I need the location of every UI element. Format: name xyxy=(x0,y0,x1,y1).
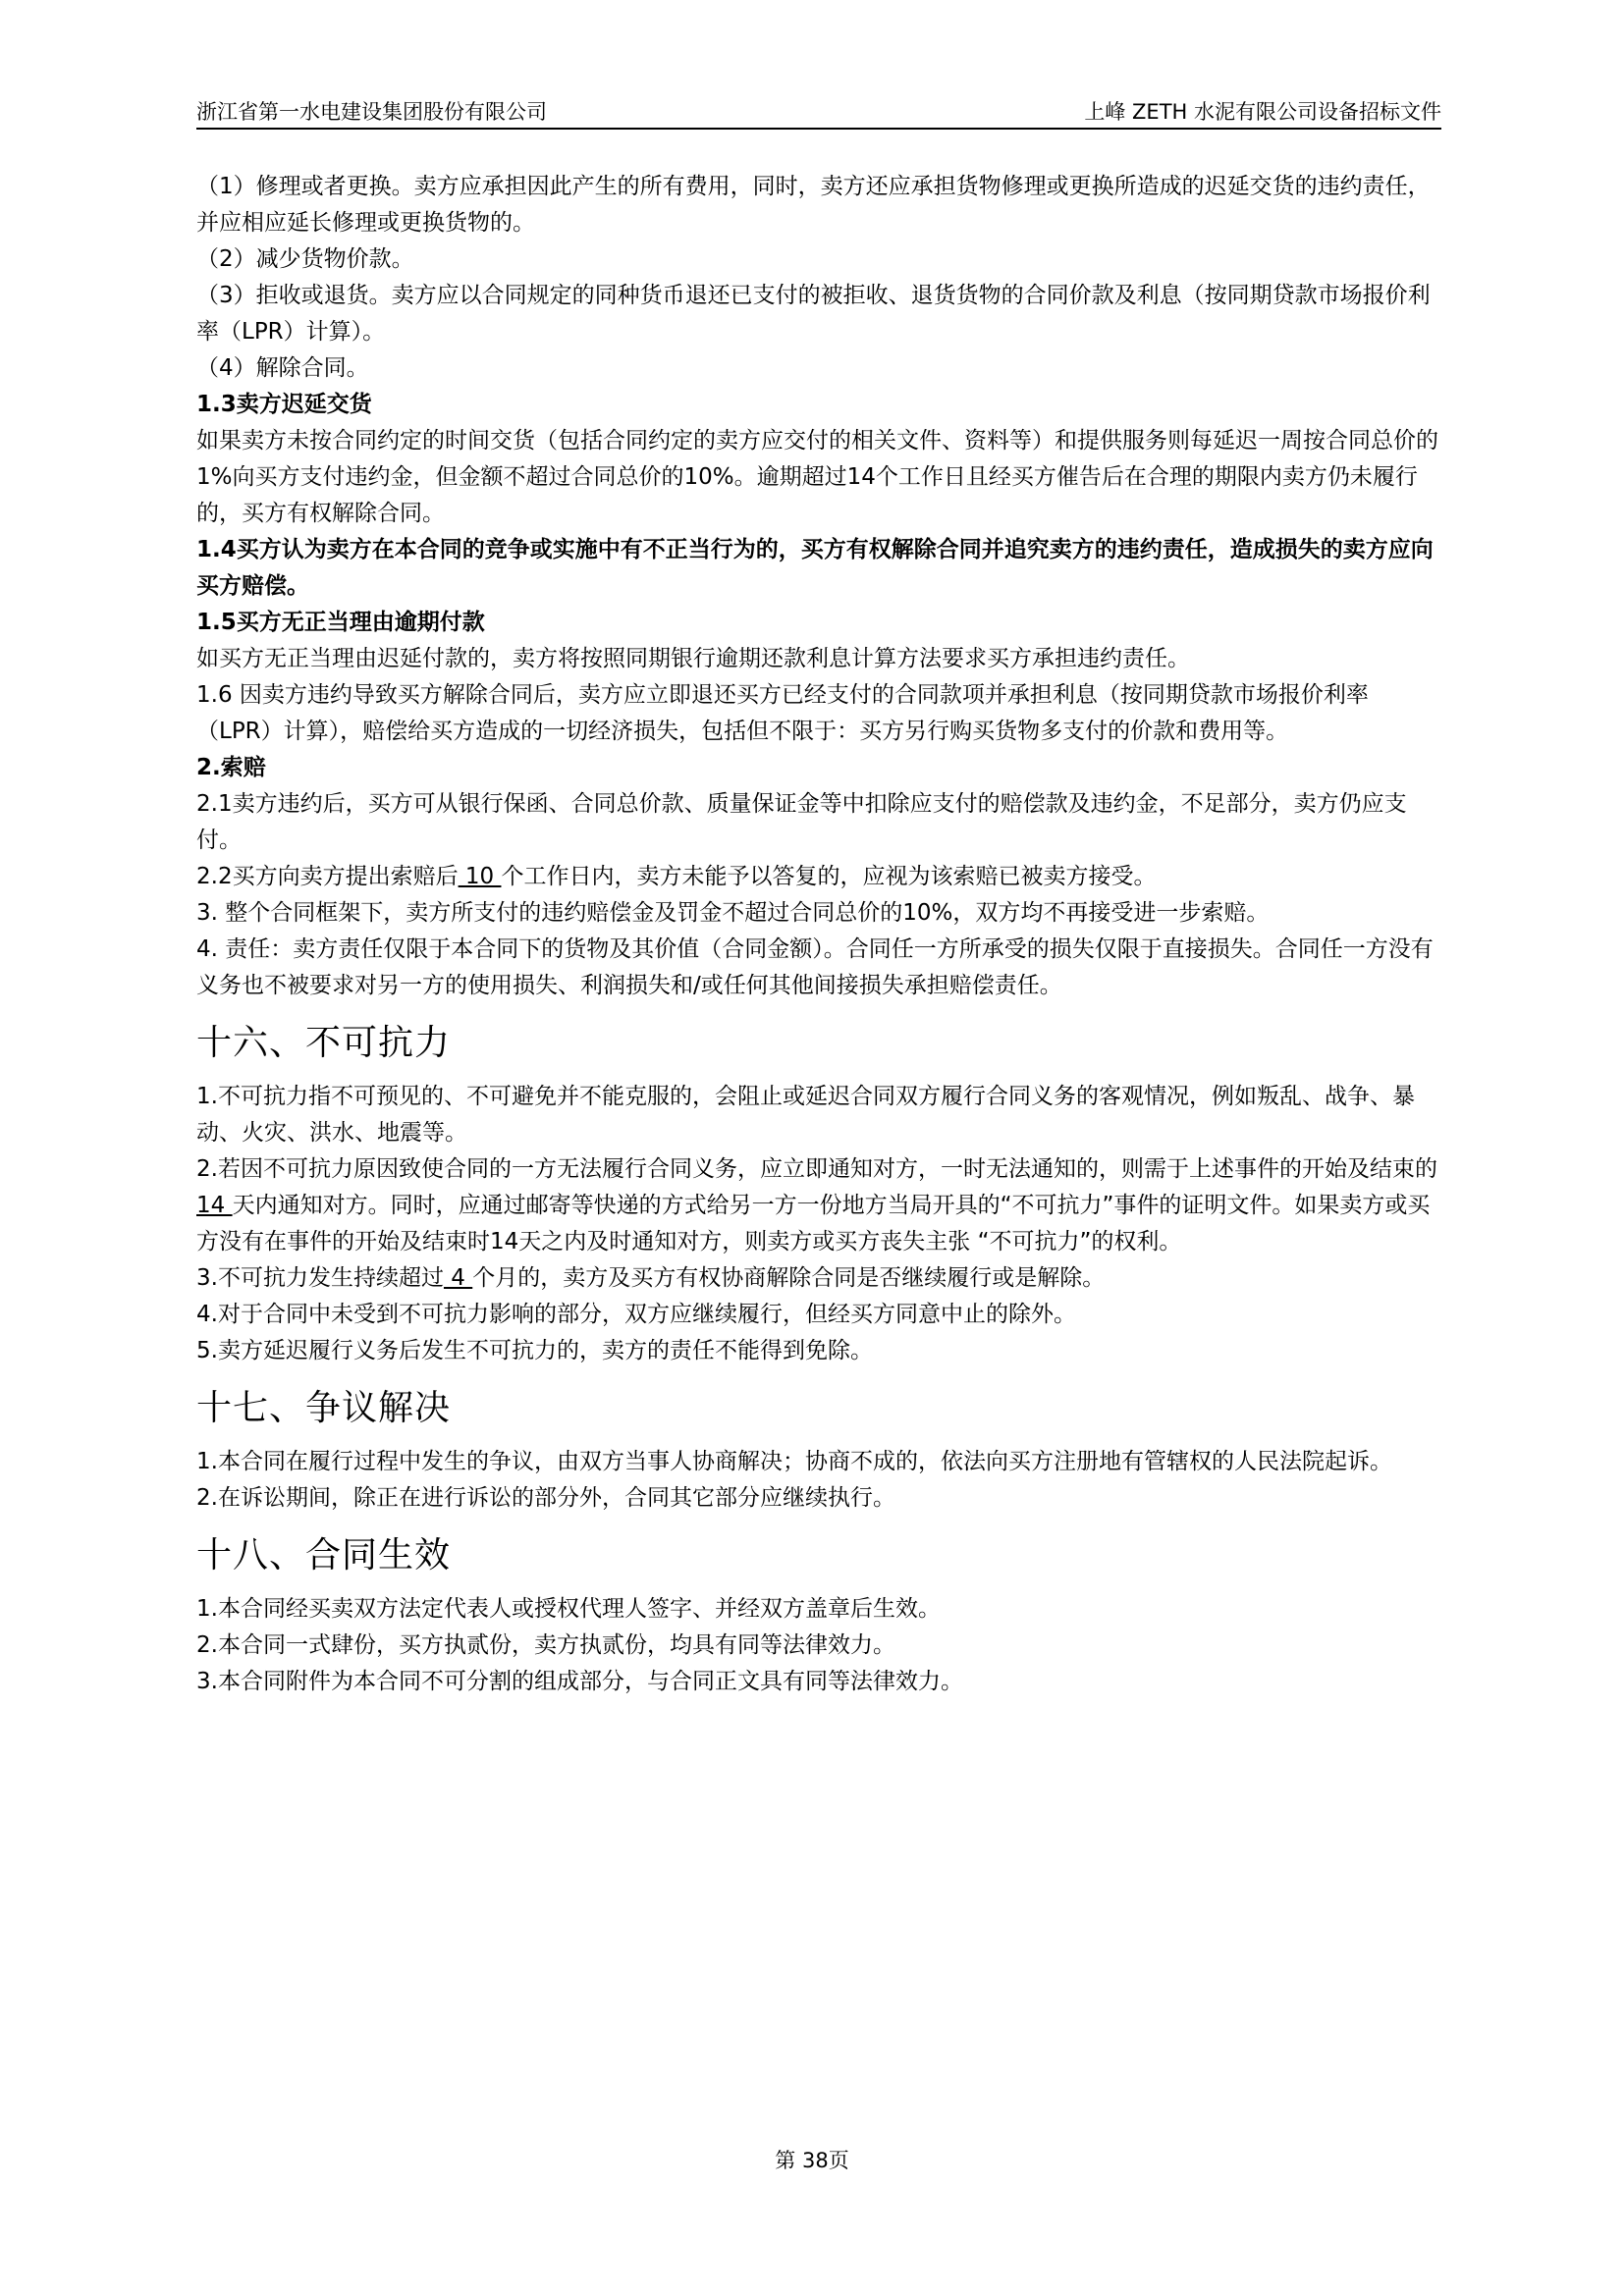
paragraph-buyer-overdue: 如买方无正当理由迟延付款的，卖方将按照同期银行逾期还款利息计算方法要求买方承担违约责任。 xyxy=(196,646,1190,671)
duration-months-value: 4 xyxy=(443,1265,473,1291)
text-segment: 2.2买方向卖方提出索赔后 xyxy=(196,864,459,889)
paragraph-fm-duration xyxy=(196,1260,1441,1297)
claim-days-value: 10 xyxy=(458,864,502,889)
paragraph-fm-delay: 5.卖方延迟履行义务后发生不可抗力的，卖方的责任不能得到免除。 xyxy=(196,1338,873,1363)
document-body xyxy=(196,169,1441,1700)
paragraph-reject-return: （3）拒收或退货。卖方应以合同规定的同种货币退还已支付的被拒收、退货货物的合同价款及利息（按同期贷款市场报价利率（LPR）计算）。 xyxy=(196,283,1431,345)
paragraph-refund-after-termination: 1.6 因卖方违约导致买方解除合同后，卖方应立即退还买方已经支付的合同款项并承担利息（按同期贷款市场报价利率（LPR）计算），赔偿给买方造成的一切经济损失，包括但不限于：买方另行购买货物多支付的价款和费用等。 xyxy=(196,682,1369,744)
paragraph-improper-conduct: 1.4买方认为卖方在本合同的竞争或实施中有不正当行为的，买方有权解除合同并追究卖方的违约责任，造成损失的卖方应向买方赔偿。 xyxy=(196,537,1434,599)
paragraph-liability: 4. 责任：卖方责任仅限于本合同下的货物及其价值（合同金额）。合同任一方所承受的损失仅限于直接损失。合同任一方没有义务也不被要求对另一方的使用损失、利润损失和/或任何其他间接损失承担赔偿责任。 xyxy=(196,936,1434,998)
paragraph-terminate: （4）解除合同。 xyxy=(196,355,369,381)
text-segment: 个月的，卖方及买方有权协商解除合同是否继续履行或是解除。 xyxy=(472,1265,1106,1291)
paragraph-claim-deduction: 2.1卖方违约后，买方可从银行保函、合同总价款、质量保证金等中扣除应支付的赔偿款及违约金，不足部分，卖方仍应支付。 xyxy=(196,791,1407,853)
paragraph-effective-signing: 1.本合同经买卖双方法定代表人或授权代理人签字、并经双方盖章后生效。 xyxy=(196,1596,941,1622)
section-heading-force-majeure: 十六、不可抗力 xyxy=(196,1023,452,1063)
header-document-title: 上峰 ZETH 水泥有限公司设备招标文件 xyxy=(1084,100,1441,124)
subheading-claims: 2.索赔 xyxy=(196,755,266,780)
paragraph-penalty-cap: 3. 整个合同框架下，卖方所支付的违约赔偿金及罚金不超过合同总价的10%，双方均不再接受进一步索赔。 xyxy=(196,900,1270,926)
section-heading-effectiveness: 十八、合同生效 xyxy=(196,1535,452,1575)
paragraph-repair: （1）修理或者更换。卖方应承担因此产生的所有费用，同时，卖方还应承担货物修理或更换所造成的迟延交货的违约责任，并应相应延长修理或更换货物的。 xyxy=(196,174,1431,236)
paragraph-fm-definition: 1.不可抗力指不可预见的、不可避免并不能克服的，会阻止或延迟合同双方履行合同义务的客观情况，例如叛乱、战争、暴动、火灾、洪水、地震等。 xyxy=(196,1084,1415,1146)
subheading-buyer-overdue: 1.5买方无正当理由逾期付款 xyxy=(196,610,485,635)
notice-days-value: 14 xyxy=(196,1193,233,1218)
paragraph-claim-response xyxy=(196,859,1441,895)
paragraph-litigation-period: 2.在诉讼期间，除正在进行诉讼的部分外，合同其它部分应继续执行。 xyxy=(196,1485,895,1511)
text-segment: 天内通知对方。同时，应通过邮寄等快递的方式给另一方一份地方当局开具的“不可抗力”事件的证明文件。如果卖方或买方没有在事件的开始及结束时14天之内及时通知对方，则卖方或买方丧失主张 “不可抗力”的权利。 xyxy=(196,1193,1431,1255)
text-segment: 3.不可抗力发生持续超过 xyxy=(196,1265,444,1291)
page-number: 第 38页 xyxy=(775,2149,849,2172)
paragraph-annex: 3.本合同附件为本合同不可分割的组成部分，与合同正文具有同等法律效力。 xyxy=(196,1669,963,1694)
paragraph-fm-unaffected: 4.对于合同中未受到不可抗力影响的部分，双方应继续履行，但经买方同意中止的除外。 xyxy=(196,1302,1076,1327)
paragraph-fm-notice xyxy=(196,1151,1441,1260)
paragraph-reduce-price: （2）减少货物价款。 xyxy=(196,246,414,272)
header-company: 浙江省第一水电建设集团股份有限公司 xyxy=(196,100,547,124)
page-header xyxy=(196,90,1441,130)
subheading-seller-delay: 1.3卖方迟延交货 xyxy=(196,392,372,417)
section-heading-dispute: 十七、争议解决 xyxy=(196,1388,452,1428)
text-segment: 个工作日内，卖方未能予以答复的，应视为该索赔已被卖方接受。 xyxy=(501,864,1157,889)
paragraph-seller-delay: 如果卖方未按合同约定的时间交货（包括合同约定的卖方应交付的相关文件、资料等）和提供服务则每延迟一周按合同总价的1%向买方支付违约金，但金额不超过合同总价的10%。逾期超过14个工作日且经买方催告后在合理的期限内卖方仍未履行的，买方有权解除合同。 xyxy=(196,428,1438,526)
paragraph-dispute-resolution: 1.本合同在履行过程中发生的争议，由双方当事人协商解决；协商不成的，依法向买方注册地有管辖权的人民法院起诉。 xyxy=(196,1449,1392,1474)
paragraph-copies: 2.本合同一式肆份，买方执贰份，卖方执贰份，均具有同等法律效力。 xyxy=(196,1632,895,1658)
text-segment: 2.若因不可抗力原因致使合同的一方无法履行合同义务，应立即通知对方，一时无法通知的，则需于上述事件的开始及结束的 xyxy=(196,1156,1437,1182)
